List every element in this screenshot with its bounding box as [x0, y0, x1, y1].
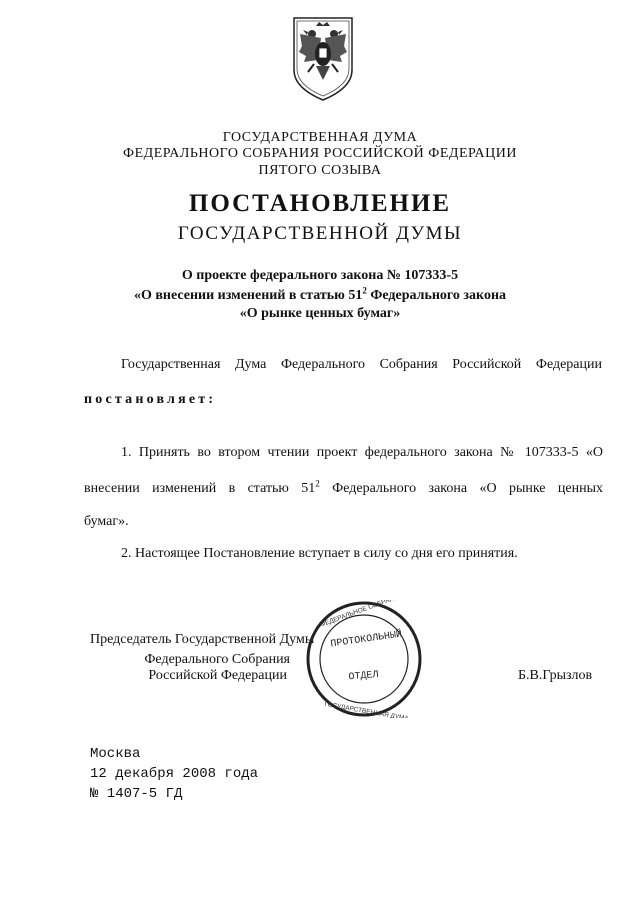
svg-text:ГОСУДАРСТВЕННАЯ ДУМА: ГОСУДАРСТВЕННАЯ ДУМА [323, 700, 410, 718]
footer-date: 12 декабря 2008 года [90, 766, 259, 782]
signer-position-line3: Российской Федерации [148, 668, 287, 683]
official-stamp [305, 600, 423, 718]
org-name-line2: ФЕДЕРАЛЬНОГО СОБРАНИЯ РОССИЙСКОЙ ФЕДЕРАЦИИ [123, 146, 517, 161]
item1-line2 [84, 478, 603, 497]
coat-of-arms-emblem [288, 12, 358, 104]
item1-line1: 1. Принять во втором чтении проект федерального закона № 107333-5 «О [121, 445, 603, 460]
signer-position-line2: Федерального Собрания [144, 652, 290, 667]
preamble-text: Государственная Дума Федерального Собрания Российской Федерации [121, 357, 602, 372]
decree-word: постановляет: [84, 392, 217, 407]
document-title: ПОСТАНОВЛЕНИЕ [188, 190, 452, 217]
stamp-seal-icon [305, 600, 423, 718]
convocation-line: ПЯТОГО СОЗЫВА [258, 163, 382, 178]
item1-superscript: 2 [315, 478, 320, 489]
item1-line3: бумаг». [84, 514, 129, 529]
footer-number: № 1407-5 ГД [90, 786, 183, 802]
item2-text: 2. Настоящее Постановление вступает в силу со дня его принятия. [121, 546, 518, 561]
org-name-line1: ГОСУДАРСТВЕННАЯ ДУМА [222, 130, 418, 145]
document-subtitle: ГОСУДАРСТВЕННОЙ ДУМЫ [177, 223, 463, 244]
item1-line2-text: внесении изменений в статью 51 [84, 481, 316, 496]
footer-city: Москва [90, 746, 141, 762]
bill-title-line2 [0, 287, 640, 305]
stamp-center-text: ОТДЕЛ [348, 669, 379, 684]
bill-title-line2-text: «О внесении изменений в статью 51 [133, 288, 363, 303]
svg-text:ФЕДЕРАЛЬНОЕ СОБРАНИЕ: ФЕДЕРАЛЬНОЕ СОБРАНИЕ [319, 600, 404, 629]
bill-title-line2-tail: Федерального закона [366, 288, 507, 303]
bill-title-line3: «О рынке ценных бумаг» [239, 306, 401, 321]
stamp-arc-text: ПРОТОКОЛЬНЫЙ [329, 629, 403, 651]
item1-line2-tail: Федерального закона «О рынке ценных [319, 481, 603, 496]
bill-title-line1: О проекте федерального закона № 107333-5 [181, 268, 459, 283]
signer-name: Б.В.Грызлов [518, 668, 593, 683]
signer-position-line1: Председатель Государственной Думы [90, 632, 315, 647]
article-superscript: 2 [362, 285, 367, 296]
double-headed-eagle-icon [288, 12, 358, 104]
